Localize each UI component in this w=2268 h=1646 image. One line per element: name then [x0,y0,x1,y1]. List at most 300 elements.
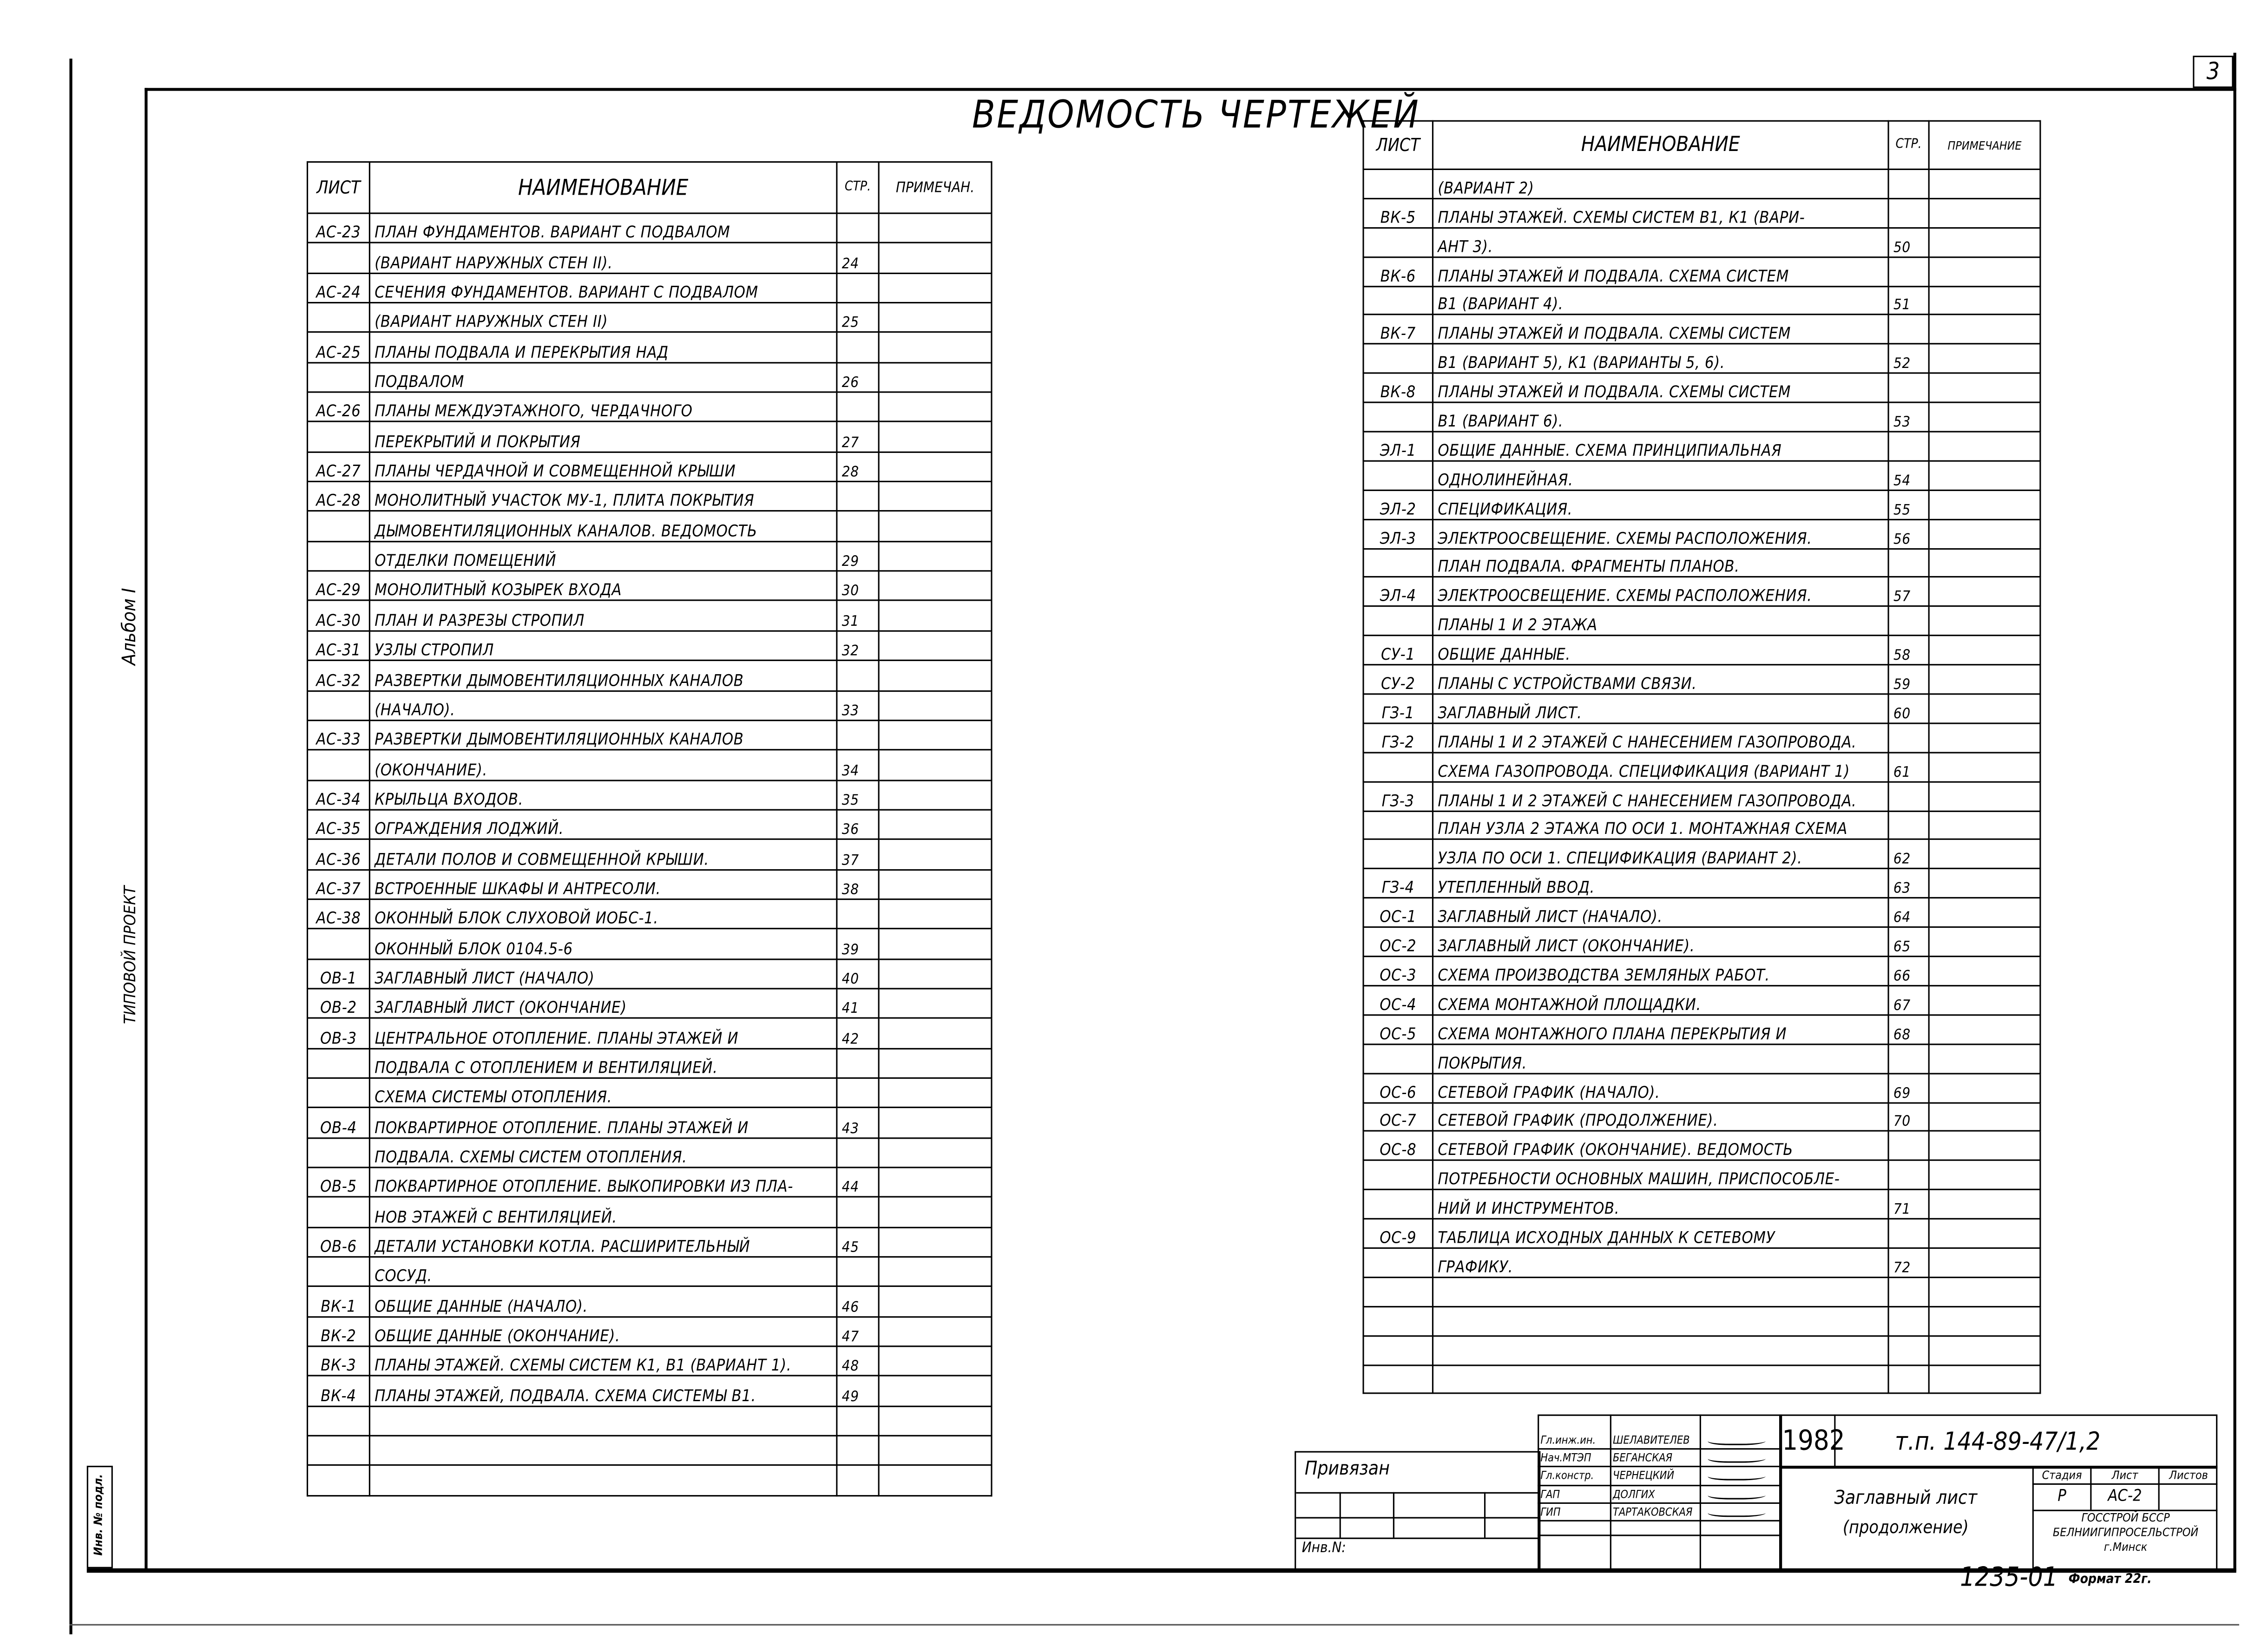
sheet-cell: СУ-2 [1363,665,1433,694]
note-cell [879,899,992,929]
table-row [308,601,992,630]
sheet-cell [1363,1044,1433,1073]
note-cell [1929,461,2040,490]
table-row [308,959,992,989]
table-row [1363,1073,2040,1102]
signature [1706,1435,1768,1445]
table-row [308,899,992,929]
page-cell: 34 [837,750,879,780]
note-cell [1929,1190,2040,1219]
table-row [308,750,992,780]
name-cell: (ВАРИАНТ НАРУЖНЫХ СТЕН II). [369,243,836,273]
name-cell: КРЫЛЬЦА ВХОДОВ. [369,780,836,810]
note-cell [879,392,992,422]
page-cell [1888,169,1929,198]
note-cell [879,1048,992,1078]
signer-role: Гл.констр. [1540,1469,1594,1482]
name-cell: В1 (ВАРИАНТ 6). [1433,402,1888,432]
sheet-cell [308,1406,370,1436]
note-cell [1929,898,2040,927]
name-cell: ЗАГЛАВНЫЙ ЛИСТ (НАЧАЛО) [369,959,836,989]
col-note: ПРИМЕЧАН. [879,162,992,213]
note-cell [1929,432,2040,461]
note-cell [1929,1044,2040,1073]
table-row [308,1018,992,1048]
page-cell [837,213,879,243]
sheet-cell [308,1257,370,1287]
note-cell [1929,753,2040,782]
table-row [1363,315,2040,344]
signer-role: ГИП [1540,1505,1561,1518]
sheet-cell: АС-38 [308,899,370,929]
page-cell [837,1406,879,1436]
signer-name: БЕГАНСКАЯ [1612,1451,1673,1465]
name-cell: ПОКРЫТИЯ. [1433,1044,1888,1073]
table-row [308,1346,992,1376]
name-cell: ПЛАН И РАЗРЕЗЫ СТРОПИЛ [369,601,836,630]
sheet-cell: ГЗ-2 [1363,723,1433,753]
note-cell [879,243,992,273]
page-cell: 40 [837,959,879,989]
table-row [1363,1131,2040,1161]
name-cell: ПЛАНЫ ЭТАЖЕЙ И ПОДВАЛА. СХЕМЫ СИСТЕМ [1433,315,1888,344]
page-cell [837,333,879,362]
name-cell: РАЗВЕРТКИ ДЫМОВЕНТИЛЯЦИОННЫХ КАНАЛОВ [369,661,836,690]
sheet-cell [308,541,370,571]
sheet-cell: АС-31 [308,631,370,661]
table-row [1363,1015,2040,1044]
sheet-cell [1363,1364,1433,1394]
table-row [308,392,992,422]
col-note: ПРИМЕЧАНИЕ [1929,121,2040,169]
note-cell [1929,781,2040,811]
name-cell: ПЛАНЫ ЭТАЖЕЙ И ПОДВАЛА. СХЕМЫ СИСТЕМ [1433,374,1888,403]
note-cell [1929,198,2040,228]
page-cell: 63 [1888,869,1929,898]
page-cell: 65 [1888,927,1929,957]
name-cell: ПОДВАЛА. СХЕМЫ СИСТЕМ ОТОПЛЕНИЯ. [369,1138,836,1167]
note-cell [1929,1073,2040,1102]
drawings-table-left [307,161,993,1496]
page-cell: 71 [1888,1190,1929,1219]
name-cell: ОБЩИЕ ДАННЫЕ (ОКОНЧАНИЕ). [369,1317,836,1346]
sheet-cell [308,1466,370,1495]
note-cell [1929,1364,2040,1394]
frame-left [145,88,147,1571]
note-cell [879,750,992,780]
name-cell: НОВ ЭТАЖЕЙ С ВЕНТИЛЯЦИЕЙ. [369,1197,836,1227]
note-cell [879,1078,992,1108]
page-title: ВЕДОМОСТЬ ЧЕРТЕЖЕЙ [972,93,1420,138]
note-cell [1929,636,2040,665]
page-cell: 39 [837,929,879,958]
signer-name: ЧЕРНЕЦКИЙ [1612,1469,1675,1482]
name-cell: ПЛАНЫ ЭТАЖЕЙ И ПОДВАЛА. СХЕМА СИСТЕМ [1433,257,1888,286]
name-cell: ОБЩИЕ ДАННЫЕ. [1433,636,1888,665]
name-cell: АНТ 3). [1433,228,1888,257]
page-cell [1888,1044,1929,1073]
name-cell: ОГРАЖДЕНИЯ ЛОДЖИЙ. [369,810,836,839]
note-cell [879,541,992,571]
sheet-cell [308,1048,370,1078]
table-row [308,869,992,899]
sheet-cell: ЭЛ-3 [1363,519,1433,548]
table-row [1363,461,2040,490]
page-cell [837,1078,879,1108]
page-cell: 61 [1888,753,1929,782]
table-row [308,1376,992,1406]
table-row [1363,1102,2040,1132]
table-row [1363,957,2040,986]
sheet-cell: ЭЛ-4 [1363,577,1433,607]
note-cell [1929,607,2040,636]
frame-right [2233,53,2236,1572]
note-cell [879,1317,992,1346]
table-row [1363,781,2040,811]
table-row [1363,665,2040,694]
page-cell [837,720,879,750]
page-cell [837,512,879,541]
name-cell [1433,1277,1888,1306]
table-row [308,1048,992,1078]
note-cell [1929,1306,2040,1336]
table-row [1363,577,2040,607]
note-cell [879,1257,992,1287]
drawings-table-right [1362,120,2041,1395]
page-cell [1888,548,1929,577]
sheet-cell [1363,402,1433,432]
table-row [1363,1364,2040,1394]
table-row [1363,432,2040,461]
col-name: НАИМЕНОВАНИЕ [369,162,836,213]
page-cell: 46 [837,1287,879,1317]
page-cell: 56 [1888,519,1929,548]
name-cell: УЗЛА ПО ОСИ 1. СПЕЦИФИКАЦИЯ (ВАРИАНТ 2). [1433,840,1888,869]
sheet-cell [1363,1161,1433,1190]
name-cell [1433,1364,1888,1394]
note-cell [879,690,992,720]
page-cell: 49 [837,1376,879,1406]
note-cell [879,1108,992,1138]
table-row [308,810,992,839]
sheet-cell: АС-32 [308,661,370,690]
note-cell [879,422,992,452]
table-row [1363,548,2040,577]
name-cell: ПЛАНЫ ПОДВАЛА И ПЕРЕКРЫТИЯ НАД [369,333,836,362]
name-cell: ПЛАНЫ ЭТАЖЕЙ. СХЕМЫ СИСТЕМ К1, В1 (ВАРИАНТ 1). [369,1346,836,1376]
sheet-cell: АС-33 [308,720,370,750]
note-cell [1929,374,2040,403]
outer-frame-bottom [69,1624,2239,1626]
sheet-value: АС-2 [2108,1486,2142,1506]
signature [1706,1489,1768,1499]
note-cell [879,482,992,512]
stage-label: Стадия [2042,1469,2082,1482]
name-cell: ОКОННЫЙ БЛОК 0104.5-6 [369,929,836,958]
name-cell: ПОКВАРТИРНОЕ ОТОПЛЕНИЕ. ПЛАНЫ ЭТАЖЕЙ И [369,1108,836,1138]
note-cell [879,571,992,601]
page-cell: 26 [837,362,879,392]
sheet-cell [1363,461,1433,490]
page-cell: 50 [1888,228,1929,257]
sheet-cell: ЭЛ-1 [1363,432,1433,461]
name-cell: ДЕТАЛИ УСТАНОВКИ КОТЛА. РАСШИРИТЕЛЬНЫЙ [369,1227,836,1257]
note-cell [879,1346,992,1376]
table-row [308,1436,992,1466]
table-row [1363,490,2040,519]
name-cell: ПЛАНЫ 1 И 2 ЭТАЖЕЙ С НАНЕСЕНИЕМ ГАЗОПРОВОДА. [1433,781,1888,811]
sheet-cell [308,512,370,541]
sheet-cell: АС-30 [308,601,370,630]
sheet-cell [308,929,370,958]
name-cell: ЗАГЛАВНЫЙ ЛИСТ (НАЧАЛО). [1433,898,1888,927]
page-cell: 25 [837,303,879,333]
note-cell [879,213,992,243]
table-row [1363,198,2040,228]
page-cell: 72 [1888,1248,1929,1277]
page-cell [1888,1336,1929,1365]
signer-row [1538,1468,1779,1485]
table-row [1363,1336,2040,1365]
page-cell [837,1048,879,1078]
note-cell [1929,811,2040,840]
table-row [308,1406,992,1436]
sheet-cell: ВК-8 [1363,374,1433,403]
page-cell [1888,723,1929,753]
table-row [308,1108,992,1138]
sheet-cell [1363,228,1433,257]
page-cell [1888,607,1929,636]
note-cell [1929,1336,2040,1365]
name-cell: ОТДЕЛКИ ПОМЕЩЕНИЙ [369,541,836,571]
name-cell: СЕЧЕНИЯ ФУНДАМЕНТОВ. ВАРИАНТ С ПОДВАЛОМ [369,273,836,302]
note-cell [879,273,992,302]
table-row [1363,694,2040,723]
note-cell [1929,1219,2040,1248]
sheet-cell [308,303,370,333]
col-page: СТР. [1888,121,1929,169]
page-cell [837,273,879,302]
name-cell: ПЛАНЫ ЭТАЖЕЙ. СХЕМЫ СИСТЕМ В1, К1 (ВАРИ- [1433,198,1888,228]
note-cell [1929,986,2040,1015]
sheet-cell: АС-35 [308,810,370,839]
name-cell: СЕТЕВОЙ ГРАФИК (ОКОНЧАНИЕ). ВЕДОМОСТЬ [1433,1131,1888,1161]
name-cell: ПОДВАЛА С ОТОПЛЕНИЕМ И ВЕНТИЛЯЦИЕЙ. [369,1048,836,1078]
note-cell [1929,169,2040,198]
note-cell [1929,228,2040,257]
page-cell: 30 [837,571,879,601]
page-cell [1888,1306,1929,1336]
page-cell: 38 [837,869,879,899]
sheet-cell: ОВ-1 [308,959,370,989]
sheet-cell: ГЗ-4 [1363,869,1433,898]
page-cell [837,482,879,512]
table-row [308,273,992,302]
table-row [308,720,992,750]
name-cell: ПЛАН ПОДВАЛА. ФРАГМЕНТЫ ПЛАНОВ. [1433,548,1888,577]
note-cell [1929,869,2040,898]
name-cell: ДЫМОВЕНТИЛЯЦИОННЫХ КАНАЛОВ. ВЕДОМОСТЬ [369,512,836,541]
note-cell [879,1167,992,1197]
sheet-cell: ВК-2 [308,1317,370,1346]
note-cell [879,1018,992,1048]
inv-no-label: Инв.N: [1302,1540,1346,1557]
table-row [308,213,992,243]
name-cell: ЗАГЛАВНЫЙ ЛИСТ (ОКОНЧАНИЕ). [1433,927,1888,957]
table-row [308,690,992,720]
table-row [1363,840,2040,869]
name-cell [1433,1336,1888,1365]
note-cell [879,1287,992,1317]
name-cell: ТАБЛИЦА ИСХОДНЫХ ДАННЫХ К СЕТЕВОМУ [1433,1219,1888,1248]
table-row [308,989,992,1018]
sheet-cell [1363,753,1433,782]
note-cell [1929,694,2040,723]
name-cell [369,1406,836,1436]
note-cell [1929,665,2040,694]
sheet-cell: ОВ-2 [308,989,370,1018]
privyazan-label: Привязан [1304,1458,1390,1481]
table-row [1363,257,2040,286]
name-cell: ОБЩИЕ ДАННЫЕ. СХЕМА ПРИНЦИПИАЛЬНАЯ [1433,432,1888,461]
note-cell [1929,402,2040,432]
note-cell [879,1376,992,1406]
note-cell [879,869,992,899]
note-cell [1929,840,2040,869]
signer-name: ДОЛГИХ [1612,1487,1655,1501]
page-cell [837,1436,879,1466]
page-cell [1888,198,1929,228]
signer-role: Нач.МТЭП [1540,1451,1591,1465]
name-cell [1433,1306,1888,1336]
name-cell: ГРАФИКУ. [1433,1248,1888,1277]
note-cell [879,720,992,750]
sheet-cell: ЭЛ-2 [1363,490,1433,519]
col-name: НАИМЕНОВАНИЕ [1433,121,1888,169]
table-row [1363,607,2040,636]
sheet-cell: АС-25 [308,333,370,362]
table-row [308,1287,992,1317]
signer-row [1538,1450,1779,1468]
sheet-cell: АС-37 [308,869,370,899]
page-cell: 54 [1888,461,1929,490]
sheet-cell: АС-26 [308,392,370,422]
name-cell: В1 (ВАРИАНТ 4). [1433,286,1888,315]
year: 1982 [1782,1424,1845,1457]
note-cell [1929,490,2040,519]
table-row [308,1257,992,1287]
page-cell [1888,1364,1929,1394]
page-cell: 59 [1888,665,1929,694]
note-cell [879,780,992,810]
sheet-cell [308,1197,370,1227]
note-cell [879,601,992,630]
page-cell [1888,1219,1929,1248]
sheet-cell: ОС-3 [1363,957,1433,986]
table-row [308,303,992,333]
sheet-cell: ОС-4 [1363,986,1433,1015]
note-cell [879,303,992,333]
note-cell [1929,723,2040,753]
note-cell [1929,315,2040,344]
table-row [308,422,992,452]
sheet-cell: АС-23 [308,213,370,243]
table-row [308,1197,992,1227]
signature [1706,1471,1768,1481]
stage-value: Р [2058,1486,2066,1506]
note-cell [879,929,992,958]
page-cell [837,1466,879,1495]
album-label: Альбом I [119,588,141,665]
page-cell: 33 [837,690,879,720]
name-cell: УЗЛЫ СТРОПИЛ [369,631,836,661]
sheet-cell [1363,1248,1433,1277]
page-cell: 52 [1888,344,1929,374]
page-cell: 28 [837,452,879,482]
table-row [1363,228,2040,257]
sheet-cell [1363,811,1433,840]
table-row [1363,1161,2040,1190]
table-row [1363,927,2040,957]
note-cell [1929,927,2040,957]
name-cell: СЕТЕВОЙ ГРАФИК (НАЧАЛО). [1433,1073,1888,1102]
sheet-cell: ВК-4 [308,1376,370,1406]
note-cell [879,1406,992,1436]
table-row [308,482,992,512]
page-cell [1888,315,1929,344]
table-row [308,333,992,362]
page-cell: 57 [1888,577,1929,607]
order-number: 1235-01 [1960,1562,2058,1594]
sheet-cell: АС-34 [308,780,370,810]
table-row [308,929,992,958]
note-cell [1929,1102,2040,1132]
sheet-cell [1363,344,1433,374]
name-cell: ДЕТАЛИ ПОЛОВ И СОВМЕЩЕННОЙ КРЫШИ. [369,839,836,869]
note-cell [1929,1015,2040,1044]
page-cell [1888,1131,1929,1161]
table-row [1363,1044,2040,1073]
name-cell: ЭЛЕКТРООСВЕЩЕНИЕ. СХЕМЫ РАСПОЛОЖЕНИЯ. [1433,519,1888,548]
note-cell [879,362,992,392]
name-cell: ЭЛЕКТРООСВЕЩЕНИЕ. СХЕМЫ РАСПОЛОЖЕНИЯ. [1433,577,1888,607]
page-cell: 35 [837,780,879,810]
name-cell: МОНОЛИТНЫЙ КОЗЫРЕК ВХОДА [369,571,836,601]
name-cell: СХЕМА ГАЗОПРОВОДА. СПЕЦИФИКАЦИЯ (ВАРИАНТ 1) [1433,753,1888,782]
sheet-number: 3 [2193,56,2233,88]
table-row [308,452,992,482]
name-cell: ЦЕНТРАЛЬНОЕ ОТОПЛЕНИЕ. ПЛАНЫ ЭТАЖЕЙ И [369,1018,836,1048]
name-cell: ВСТРОЕННЫЕ ШКАФЫ И АНТРЕСОЛИ. [369,869,836,899]
table-row [308,512,992,541]
note-cell [879,959,992,989]
note-cell [879,452,992,482]
note-cell [1929,1277,2040,1306]
table-row [1363,1219,2040,1248]
table-row [308,661,992,690]
sheet-cell: ОС-2 [1363,927,1433,957]
signer-role: ГАП [1540,1487,1560,1501]
page-cell [837,1257,879,1287]
table-row [308,780,992,810]
table-row [308,1078,992,1108]
note-cell [879,661,992,690]
signature [1706,1507,1768,1517]
sheet-cell [308,243,370,273]
sheet-cell: ОВ-6 [308,1227,370,1257]
page-cell: 45 [837,1227,879,1257]
name-cell: ЗАГЛАВНЫЙ ЛИСТ (ОКОНЧАНИЕ) [369,989,836,1018]
